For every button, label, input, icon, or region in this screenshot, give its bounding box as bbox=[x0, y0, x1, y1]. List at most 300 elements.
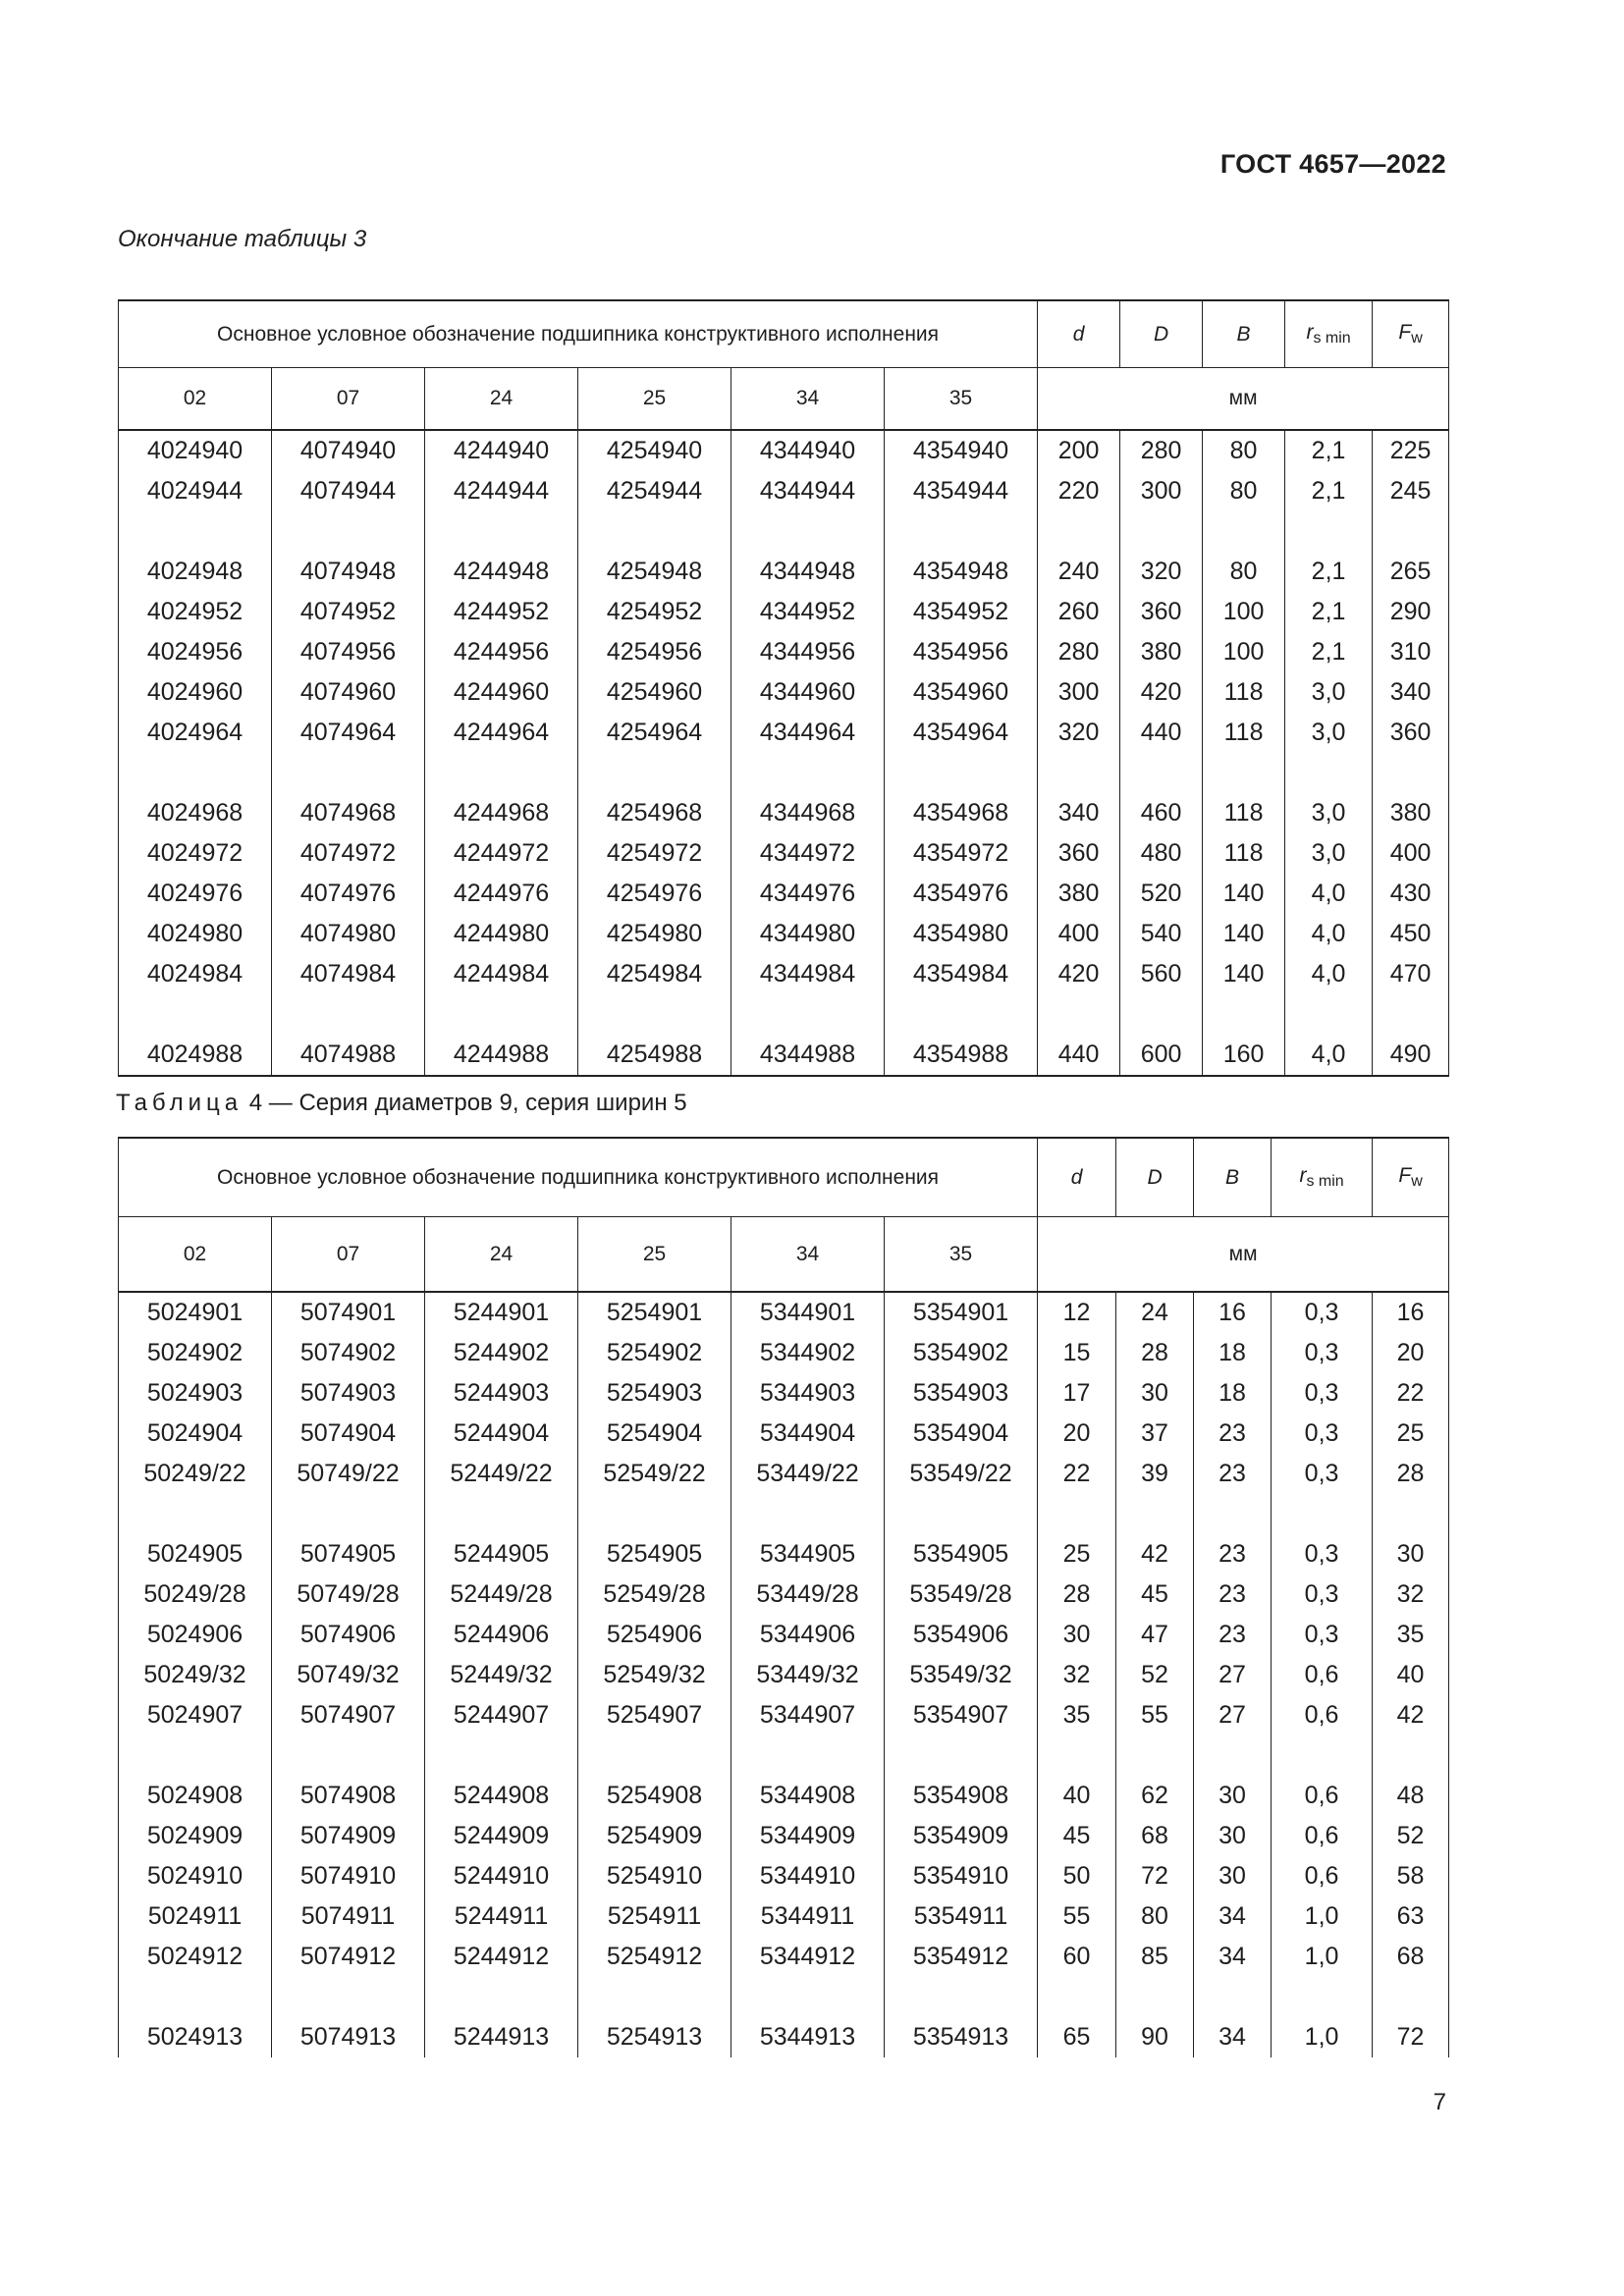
table-cell: 320 bbox=[1038, 713, 1120, 753]
spacer-cell bbox=[1373, 511, 1449, 552]
spacer-cell bbox=[885, 1494, 1038, 1534]
table-cell: 5354913 bbox=[885, 2017, 1038, 2057]
table-cell: 5024911 bbox=[119, 1896, 272, 1937]
table-cell: 53449/22 bbox=[731, 1454, 885, 1494]
subcol-07: 07 bbox=[272, 1217, 425, 1293]
table-cell: 4074976 bbox=[272, 874, 425, 914]
table-row bbox=[119, 1776, 1449, 1816]
table-cell: 0,3 bbox=[1272, 1333, 1373, 1373]
spacer-cell bbox=[731, 1735, 885, 1776]
table-cell: 5024902 bbox=[119, 1333, 272, 1373]
table-cell: 4024968 bbox=[119, 793, 272, 833]
table-row bbox=[119, 1454, 1449, 1494]
table-cell: 45 bbox=[1038, 1816, 1116, 1856]
table-cell: 360 bbox=[1120, 592, 1203, 632]
units-label: мм bbox=[1038, 368, 1449, 431]
table-cell: 220 bbox=[1038, 471, 1120, 511]
table-cell: 5074902 bbox=[272, 1333, 425, 1373]
table-row bbox=[119, 1615, 1449, 1655]
spacer-cell bbox=[1194, 1977, 1272, 2017]
table-cell: 32 bbox=[1373, 1575, 1449, 1615]
spacer-cell bbox=[272, 511, 425, 552]
spacer-cell bbox=[1203, 511, 1285, 552]
page-number: 7 bbox=[1433, 2089, 1446, 2115]
spacer-cell bbox=[119, 511, 272, 552]
table-cell: 58 bbox=[1373, 1856, 1449, 1896]
table-cell: 420 bbox=[1038, 954, 1120, 994]
table-cell: 42 bbox=[1116, 1534, 1194, 1575]
spacer-cell bbox=[1116, 1494, 1194, 1534]
table-cell: 4354956 bbox=[885, 632, 1038, 672]
spacer-cell bbox=[1203, 994, 1285, 1035]
table-cell: 440 bbox=[1120, 713, 1203, 753]
spacer-cell bbox=[272, 753, 425, 793]
table-cell: 4344988 bbox=[731, 1035, 885, 1076]
table-cell: 4254960 bbox=[578, 672, 731, 713]
table-cell: 5354904 bbox=[885, 1414, 1038, 1454]
table-cell: 4074984 bbox=[272, 954, 425, 994]
spacer-cell bbox=[1285, 994, 1373, 1035]
table-cell: 5074901 bbox=[272, 1292, 425, 1333]
table-cell: 5254910 bbox=[578, 1856, 731, 1896]
table-cell: 4344972 bbox=[731, 833, 885, 874]
table-cell: 25 bbox=[1373, 1414, 1449, 1454]
table-cell: 50249/32 bbox=[119, 1655, 272, 1695]
table-cell: 53449/28 bbox=[731, 1575, 885, 1615]
spacer-cell bbox=[1120, 994, 1203, 1035]
spacer-cell bbox=[1373, 753, 1449, 793]
table-cell: 28 bbox=[1116, 1333, 1194, 1373]
table-cell: 3,0 bbox=[1285, 713, 1373, 753]
table-cell: 52449/32 bbox=[425, 1655, 578, 1695]
spacer-cell bbox=[1116, 1735, 1194, 1776]
table-cell: 20 bbox=[1038, 1414, 1116, 1454]
table-cell: 480 bbox=[1120, 833, 1203, 874]
spacer-row bbox=[119, 511, 1449, 552]
table-cell: 50749/32 bbox=[272, 1655, 425, 1695]
table-cell: 53449/32 bbox=[731, 1655, 885, 1695]
table-cell: 4,0 bbox=[1285, 914, 1373, 954]
table-cell: 4074944 bbox=[272, 471, 425, 511]
table-cell: 50749/28 bbox=[272, 1575, 425, 1615]
table-cell: 140 bbox=[1203, 874, 1285, 914]
spacer-cell bbox=[119, 1735, 272, 1776]
table-cell: 4254972 bbox=[578, 833, 731, 874]
table-cell: 4244940 bbox=[425, 430, 578, 471]
table-cell: 17 bbox=[1038, 1373, 1116, 1414]
table-cell: 118 bbox=[1203, 672, 1285, 713]
table-cell: 42 bbox=[1373, 1695, 1449, 1735]
spacer-cell bbox=[272, 994, 425, 1035]
table-cell: 360 bbox=[1373, 713, 1449, 753]
table-cell: 4254964 bbox=[578, 713, 731, 753]
table-cell: 4254988 bbox=[578, 1035, 731, 1076]
table-cell: 40 bbox=[1038, 1776, 1116, 1816]
table-cell: 340 bbox=[1038, 793, 1120, 833]
header-main: Основное условное обозначение подшипника конструктивного исполнения bbox=[119, 1138, 1038, 1217]
spacer-cell bbox=[1272, 1735, 1373, 1776]
table-cell: 23 bbox=[1194, 1615, 1272, 1655]
table-cell: 72 bbox=[1116, 1856, 1194, 1896]
table-cell: 0,6 bbox=[1272, 1776, 1373, 1816]
table-cell: 4024944 bbox=[119, 471, 272, 511]
table-cell: 380 bbox=[1373, 793, 1449, 833]
table-cell: 490 bbox=[1373, 1035, 1449, 1076]
table-cell: 118 bbox=[1203, 833, 1285, 874]
subcol-24: 24 bbox=[425, 1217, 578, 1293]
table-cell: 5074912 bbox=[272, 1937, 425, 1977]
table-cell: 5024912 bbox=[119, 1937, 272, 1977]
spacer-cell bbox=[1120, 511, 1203, 552]
spacer-cell bbox=[578, 1735, 731, 1776]
table-cell: 5344903 bbox=[731, 1373, 885, 1414]
table-cell: 4354964 bbox=[885, 713, 1038, 753]
table-cell: 32 bbox=[1038, 1655, 1116, 1695]
table-row bbox=[119, 713, 1449, 753]
table-cell: 5254902 bbox=[578, 1333, 731, 1373]
table-cell: 5244908 bbox=[425, 1776, 578, 1816]
table-cell: 280 bbox=[1038, 632, 1120, 672]
table-cell: 52549/28 bbox=[578, 1575, 731, 1615]
table-cell: 4344968 bbox=[731, 793, 885, 833]
table-row bbox=[119, 914, 1449, 954]
table-cell: 0,3 bbox=[1272, 1534, 1373, 1575]
subcol-35: 35 bbox=[885, 368, 1038, 431]
table-4 bbox=[118, 1137, 1449, 2057]
table-cell: 4074988 bbox=[272, 1035, 425, 1076]
table-cell: 5354905 bbox=[885, 1534, 1038, 1575]
table-cell: 4244980 bbox=[425, 914, 578, 954]
table-row bbox=[119, 1035, 1449, 1076]
table-cell: 4254948 bbox=[578, 552, 731, 592]
table-cell: 62 bbox=[1116, 1776, 1194, 1816]
spacer-cell bbox=[1373, 994, 1449, 1035]
table-cell: 5074909 bbox=[272, 1816, 425, 1856]
table-cell: 5354907 bbox=[885, 1695, 1038, 1735]
table-cell: 5254913 bbox=[578, 2017, 731, 2057]
subcol-24: 24 bbox=[425, 368, 578, 431]
table-cell: 5254907 bbox=[578, 1695, 731, 1735]
table-cell: 5344907 bbox=[731, 1695, 885, 1735]
table-cell: 4254968 bbox=[578, 793, 731, 833]
table-cell: 90 bbox=[1116, 2017, 1194, 2057]
table-cell: 23 bbox=[1194, 1454, 1272, 1494]
table-cell: 140 bbox=[1203, 954, 1285, 994]
table-cell: 5244901 bbox=[425, 1292, 578, 1333]
table-cell: 240 bbox=[1038, 552, 1120, 592]
table-cell: 5244903 bbox=[425, 1373, 578, 1414]
table-cell: 5024901 bbox=[119, 1292, 272, 1333]
table-cell: 4254952 bbox=[578, 592, 731, 632]
spacer-cell bbox=[425, 511, 578, 552]
table-cell: 4244968 bbox=[425, 793, 578, 833]
table-cell: 5354910 bbox=[885, 1856, 1038, 1896]
table-cell: 60 bbox=[1038, 1937, 1116, 1977]
table-cell: 0,6 bbox=[1272, 1856, 1373, 1896]
table-cell: 2,1 bbox=[1285, 430, 1373, 471]
table-cell: 5244909 bbox=[425, 1816, 578, 1856]
table-cell: 5344910 bbox=[731, 1856, 885, 1896]
table-cell: 5244910 bbox=[425, 1856, 578, 1896]
table-cell: 50749/22 bbox=[272, 1454, 425, 1494]
header-B: B bbox=[1194, 1138, 1272, 1217]
table-cell: 265 bbox=[1373, 552, 1449, 592]
table-cell: 4344964 bbox=[731, 713, 885, 753]
table-row bbox=[119, 793, 1449, 833]
table-cell: 5244902 bbox=[425, 1333, 578, 1373]
table-cell: 5254905 bbox=[578, 1534, 731, 1575]
spacer-cell bbox=[578, 1977, 731, 2017]
table-cell: 3,0 bbox=[1285, 793, 1373, 833]
table-cell: 53549/22 bbox=[885, 1454, 1038, 1494]
header-D: D bbox=[1116, 1138, 1194, 1217]
spacer-cell bbox=[578, 994, 731, 1035]
table-cell: 340 bbox=[1373, 672, 1449, 713]
table-row bbox=[119, 430, 1449, 471]
table-cell: 24 bbox=[1116, 1292, 1194, 1333]
table-cell: 1,0 bbox=[1272, 1937, 1373, 1977]
table-cell: 0,3 bbox=[1272, 1373, 1373, 1414]
table-cell: 4344948 bbox=[731, 552, 885, 592]
spacer-row bbox=[119, 994, 1449, 1035]
table-cell: 27 bbox=[1194, 1695, 1272, 1735]
table-cell: 600 bbox=[1120, 1035, 1203, 1076]
table-row bbox=[119, 1534, 1449, 1575]
spacer-cell bbox=[731, 1494, 885, 1534]
table-cell: 23 bbox=[1194, 1575, 1272, 1615]
table-cell: 0,6 bbox=[1272, 1655, 1373, 1695]
table-cell: 4074960 bbox=[272, 672, 425, 713]
table-cell: 140 bbox=[1203, 914, 1285, 954]
table-cell: 4074980 bbox=[272, 914, 425, 954]
table-cell: 53549/28 bbox=[885, 1575, 1038, 1615]
subcol-02: 02 bbox=[119, 1217, 272, 1293]
table-cell: 200 bbox=[1038, 430, 1120, 471]
table-row bbox=[119, 1896, 1449, 1937]
table-cell: 0,3 bbox=[1272, 1454, 1373, 1494]
table-cell: 100 bbox=[1203, 632, 1285, 672]
table-cell: 5344904 bbox=[731, 1414, 885, 1454]
table-cell: 4244944 bbox=[425, 471, 578, 511]
table-row bbox=[119, 592, 1449, 632]
table-cell: 5344906 bbox=[731, 1615, 885, 1655]
table-cell: 5074910 bbox=[272, 1856, 425, 1896]
table-cell: 5074908 bbox=[272, 1776, 425, 1816]
table-cell: 0,6 bbox=[1272, 1816, 1373, 1856]
table-cell: 18 bbox=[1194, 1373, 1272, 1414]
table-cell: 320 bbox=[1120, 552, 1203, 592]
table-cell: 4344984 bbox=[731, 954, 885, 994]
table-cell: 34 bbox=[1194, 1896, 1272, 1937]
table-cell: 5354909 bbox=[885, 1816, 1038, 1856]
table-cell: 360 bbox=[1038, 833, 1120, 874]
table-cell: 4354984 bbox=[885, 954, 1038, 994]
table-row bbox=[119, 1292, 1449, 1333]
table-cell: 4024952 bbox=[119, 592, 272, 632]
table-cell: 4244952 bbox=[425, 592, 578, 632]
subcol-02: 02 bbox=[119, 368, 272, 431]
table-cell: 4354988 bbox=[885, 1035, 1038, 1076]
table-cell: 52449/28 bbox=[425, 1575, 578, 1615]
table-cell: 4024984 bbox=[119, 954, 272, 994]
table-cell: 5024913 bbox=[119, 2017, 272, 2057]
table-cell: 4344944 bbox=[731, 471, 885, 511]
table-cell: 5244905 bbox=[425, 1534, 578, 1575]
table-cell: 80 bbox=[1203, 430, 1285, 471]
table-cell: 1,0 bbox=[1272, 2017, 1373, 2057]
spacer-cell bbox=[578, 511, 731, 552]
table-cell: 52 bbox=[1116, 1655, 1194, 1695]
spacer-cell bbox=[885, 1735, 1038, 1776]
table-cell: 4074956 bbox=[272, 632, 425, 672]
table-cell: 118 bbox=[1203, 793, 1285, 833]
table-cell: 160 bbox=[1203, 1035, 1285, 1076]
table-cell: 4074968 bbox=[272, 793, 425, 833]
spacer-cell bbox=[425, 1977, 578, 2017]
subcol-07: 07 bbox=[272, 368, 425, 431]
table-cell: 5244912 bbox=[425, 1937, 578, 1977]
table-cell: 4024976 bbox=[119, 874, 272, 914]
spacer-cell bbox=[1038, 1735, 1116, 1776]
table-cell: 52549/22 bbox=[578, 1454, 731, 1494]
table-cell: 28 bbox=[1373, 1454, 1449, 1494]
subcol-34: 34 bbox=[731, 368, 885, 431]
table-cell: 4024988 bbox=[119, 1035, 272, 1076]
table-row bbox=[119, 632, 1449, 672]
document-code: ГОСТ 4657—2022 bbox=[1219, 149, 1446, 179]
table-cell: 5254908 bbox=[578, 1776, 731, 1816]
table-cell: 5344912 bbox=[731, 1937, 885, 1977]
spacer-cell bbox=[272, 1977, 425, 2017]
table-cell: 4354940 bbox=[885, 430, 1038, 471]
table-cell: 45 bbox=[1116, 1575, 1194, 1615]
table-cell: 5254909 bbox=[578, 1816, 731, 1856]
table-cell: 5344911 bbox=[731, 1896, 885, 1937]
table-cell: 16 bbox=[1194, 1292, 1272, 1333]
table-cell: 4244976 bbox=[425, 874, 578, 914]
spacer-cell bbox=[425, 1494, 578, 1534]
spacer-cell bbox=[1203, 753, 1285, 793]
spacer-cell bbox=[1120, 753, 1203, 793]
table-cell: 4254980 bbox=[578, 914, 731, 954]
table-cell: 4244964 bbox=[425, 713, 578, 753]
spacer-cell bbox=[731, 511, 885, 552]
table-cell: 225 bbox=[1373, 430, 1449, 471]
subcol-35: 35 bbox=[885, 1217, 1038, 1293]
table-cell: 5244904 bbox=[425, 1414, 578, 1454]
table-cell: 4244988 bbox=[425, 1035, 578, 1076]
table-cell: 100 bbox=[1203, 592, 1285, 632]
table-cell: 5354912 bbox=[885, 1937, 1038, 1977]
table-cell: 4024940 bbox=[119, 430, 272, 471]
table-cell: 470 bbox=[1373, 954, 1449, 994]
table-cell: 25 bbox=[1038, 1534, 1116, 1575]
table-row bbox=[119, 471, 1449, 511]
table-row bbox=[119, 1414, 1449, 1454]
table-cell: 5024907 bbox=[119, 1695, 272, 1735]
table-cell: 4024972 bbox=[119, 833, 272, 874]
spacer-cell bbox=[1373, 1977, 1449, 2017]
header-d: d bbox=[1038, 1138, 1116, 1217]
table-cell: 2,1 bbox=[1285, 552, 1373, 592]
table-cell: 520 bbox=[1120, 874, 1203, 914]
table-cell: 30 bbox=[1038, 1615, 1116, 1655]
table-cell: 420 bbox=[1120, 672, 1203, 713]
table-cell: 5074911 bbox=[272, 1896, 425, 1937]
table-cell: 85 bbox=[1116, 1937, 1194, 1977]
table-row bbox=[119, 954, 1449, 994]
spacer-cell bbox=[885, 753, 1038, 793]
table-cell: 37 bbox=[1116, 1414, 1194, 1454]
spacer-cell bbox=[272, 1735, 425, 1776]
header-D: D bbox=[1120, 300, 1203, 368]
table-cell: 52 bbox=[1373, 1816, 1449, 1856]
table-cell: 5074903 bbox=[272, 1373, 425, 1414]
table-cell: 30 bbox=[1194, 1816, 1272, 1856]
header-F-w: $F_w$ bbox=[1373, 300, 1449, 368]
table-cell: 5354911 bbox=[885, 1896, 1038, 1937]
table-cell: 0,3 bbox=[1272, 1292, 1373, 1333]
table-cell: 400 bbox=[1038, 914, 1120, 954]
table4-caption: Таблица 4 — Серия диаметров 9, серия ширин 5 bbox=[116, 1090, 687, 1116]
table-row bbox=[119, 1333, 1449, 1373]
table-cell: 4344976 bbox=[731, 874, 885, 914]
table-cell: 5254903 bbox=[578, 1373, 731, 1414]
table-cell: 4254944 bbox=[578, 471, 731, 511]
spacer-cell bbox=[119, 1977, 272, 2017]
table-cell: 5254911 bbox=[578, 1896, 731, 1937]
table-cell: 300 bbox=[1038, 672, 1120, 713]
table-cell: 52449/22 bbox=[425, 1454, 578, 1494]
table-cell: 50249/22 bbox=[119, 1454, 272, 1494]
spacer-cell bbox=[119, 1494, 272, 1534]
spacer-cell bbox=[731, 753, 885, 793]
table-cell: 5074906 bbox=[272, 1615, 425, 1655]
table-cell: 35 bbox=[1373, 1615, 1449, 1655]
table-cell: 22 bbox=[1038, 1454, 1116, 1494]
table-cell: 80 bbox=[1203, 471, 1285, 511]
table-cell: 5344908 bbox=[731, 1776, 885, 1816]
table-cell: 300 bbox=[1120, 471, 1203, 511]
table-row bbox=[119, 1937, 1449, 1977]
table-cell: 4344980 bbox=[731, 914, 885, 954]
table-cell: 47 bbox=[1116, 1615, 1194, 1655]
table-cell: 5024906 bbox=[119, 1615, 272, 1655]
table-cell: 4354952 bbox=[885, 592, 1038, 632]
table-cell: 0,3 bbox=[1272, 1575, 1373, 1615]
spacer-cell bbox=[1285, 753, 1373, 793]
table-cell: 430 bbox=[1373, 874, 1449, 914]
spacer-row bbox=[119, 1977, 1449, 2017]
table-cell: 4354960 bbox=[885, 672, 1038, 713]
table-row bbox=[119, 874, 1449, 914]
table-3 bbox=[118, 299, 1449, 1077]
table-cell: 4354948 bbox=[885, 552, 1038, 592]
header-r-s-min: $r_{s min}$ bbox=[1272, 1138, 1373, 1217]
table-cell: 4354980 bbox=[885, 914, 1038, 954]
table-cell: 290 bbox=[1373, 592, 1449, 632]
table-cell: 80 bbox=[1203, 552, 1285, 592]
table-row bbox=[119, 2017, 1449, 2057]
table-cell: 4024948 bbox=[119, 552, 272, 592]
table-cell: 55 bbox=[1038, 1896, 1116, 1937]
table-cell: 4344952 bbox=[731, 592, 885, 632]
table-cell: 5344905 bbox=[731, 1534, 885, 1575]
table-cell: 4244956 bbox=[425, 632, 578, 672]
table-cell: 280 bbox=[1120, 430, 1203, 471]
table-cell: 5074904 bbox=[272, 1414, 425, 1454]
table-cell: 0,3 bbox=[1272, 1414, 1373, 1454]
